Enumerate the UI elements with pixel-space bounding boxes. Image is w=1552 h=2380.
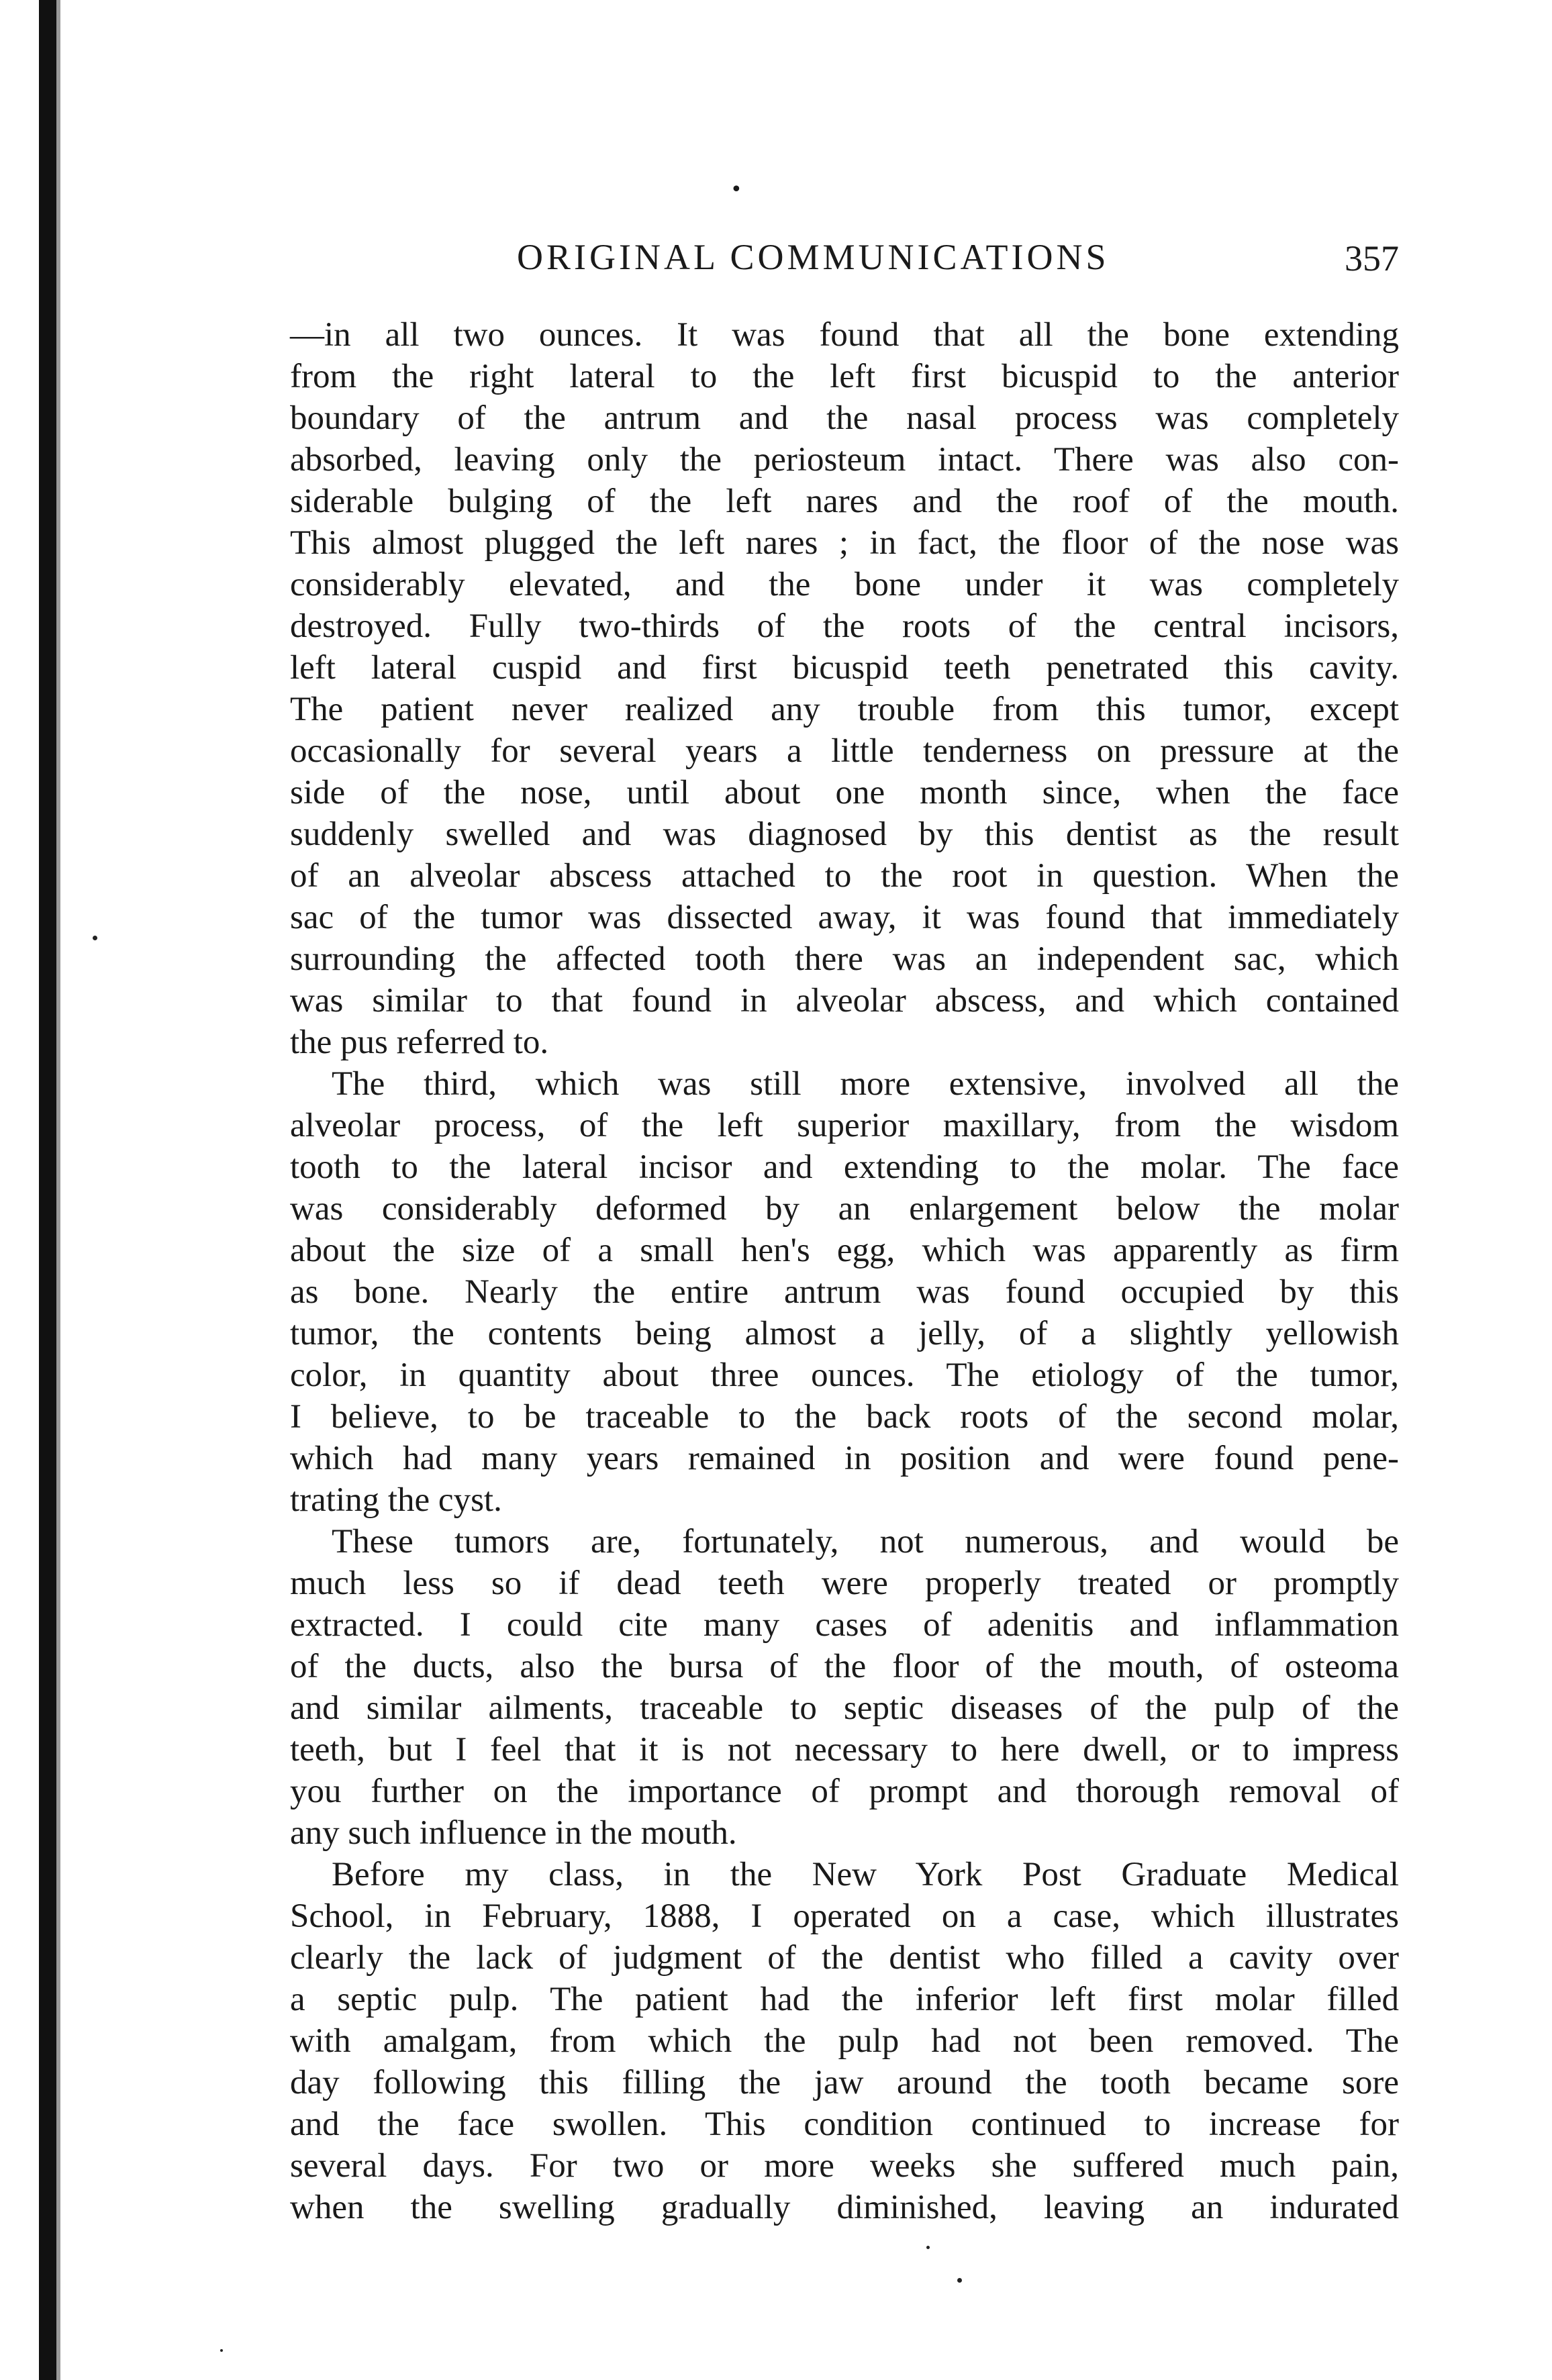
text-line: side of the nose, until about one month since, when the face: [290, 774, 1399, 811]
text-line: teeth, but I feel that it is not necessary to here dwell, or to impress: [290, 1731, 1399, 1769]
text-line: These tumors are, fortunately, not numerous, and would be: [332, 1523, 1399, 1560]
text-line: you further on the importance of prompt and thorough removal of: [290, 1773, 1399, 1810]
text-line: boundary of the antrum and the nasal process was completely: [290, 399, 1399, 437]
text-line: occasionally for several years a little tenderness on pressure at the: [290, 732, 1399, 770]
text-line: tooth to the lateral incisor and extending to the molar. The face: [290, 1148, 1399, 1186]
text-line: —in all two ounces. It was found that all the bone extending: [290, 316, 1399, 354]
text-line: much less so if dead teeth were properly treated or promptly: [290, 1565, 1399, 1602]
text-line: color, in quantity about three ounces. The etiology of the tumor,: [290, 1356, 1399, 1394]
text-line: as bone. Nearly the entire antrum was found occupied by this: [290, 1273, 1399, 1311]
text-line: destroyed. Fully two-thirds of the roots of the central incisors,: [290, 607, 1399, 645]
page-number: 357: [1345, 238, 1399, 279]
text-line: School, in February, 1888, I operated on a case, which illustrates: [290, 1897, 1399, 1935]
text-line: was similar to that found in alveolar abscess, and which contained: [290, 982, 1399, 1020]
text-line: trating the cyst.: [290, 1481, 502, 1519]
text-line: The third, which was still more extensive, involved all the: [332, 1065, 1399, 1103]
text-line: siderable bulging of the left nares and the roof of the mouth.: [290, 483, 1399, 520]
text-line: and the face swollen. This condition continued to increase for: [290, 2105, 1399, 2143]
text-line: extracted. I could cite many cases of adenitis and inflammation: [290, 1606, 1399, 1644]
text-line: a septic pulp. The patient had the inferior left first molar filled: [290, 1981, 1399, 2018]
text-line: surrounding the affected tooth there was an independent sac, which: [290, 940, 1399, 978]
text-line: when the swelling gradually diminished, leaving an indurated: [290, 2189, 1399, 2226]
text-line: which had many years remained in position and were found pene-: [290, 1440, 1399, 1477]
scan-speck: [220, 2349, 223, 2352]
text-line: suddenly swelled and was diagnosed by this dentist as the result: [290, 815, 1399, 853]
scan-speck: [93, 936, 97, 940]
scan-edge-shadow: [56, 0, 60, 2380]
scan-edge-bar: [39, 0, 56, 2380]
text-line: tumor, the contents being almost a jelly, of a slightly yellowish: [290, 1315, 1399, 1352]
text-line: Before my class, in the New York Post Graduate Medical: [332, 1856, 1399, 1893]
text-line: any such influence in the mouth.: [290, 1814, 737, 1852]
text-line: and similar ailments, traceable to septic diseases of the pulp of the: [290, 1689, 1399, 1727]
text-line: absorbed, leaving only the periosteum intact. There was also con-: [290, 441, 1399, 479]
text-line: with amalgam, from which the pulp had not been removed. The: [290, 2022, 1399, 2060]
text-line: from the right lateral to the left first bicuspid to the anterior: [290, 358, 1399, 395]
text-line: clearly the lack of judgment of the dentist who filled a cavity over: [290, 1939, 1399, 1977]
text-line: alveolar process, of the left superior maxillary, from the wisdom: [290, 1107, 1399, 1144]
text-line: sac of the tumor was dissected away, it was found that immediately: [290, 899, 1399, 936]
text-line: I believe, to be traceable to the back roots of the second molar,: [290, 1398, 1399, 1436]
body-text: [290, 314, 1399, 2228]
text-line: left lateral cuspid and first bicuspid teeth penetrated this cavity.: [290, 649, 1399, 687]
text-line: of the ducts, also the bursa of the floor of the mouth, of osteoma: [290, 1648, 1399, 1685]
text-line: day following this filling the jaw around the tooth became sore: [290, 2064, 1399, 2101]
text-line: of an alveolar abscess attached to the root in question. When the: [290, 857, 1399, 895]
text-line: This almost plugged the left nares ; in fact, the floor of the nose was: [290, 524, 1399, 562]
text-line: The patient never realized any trouble from this tumor, except: [290, 691, 1399, 728]
text-line: considerably elevated, and the bone under it was completely: [290, 566, 1399, 603]
scan-speck: [957, 2278, 962, 2283]
text-line: several days. For two or more weeks she suffered much pain,: [290, 2147, 1399, 2185]
running-head: ORIGINAL COMMUNICATIONS: [517, 237, 1110, 277]
text-line: was considerably deformed by an enlargement below the molar: [290, 1190, 1399, 1228]
header-mark: •: [730, 178, 742, 201]
text-line: about the size of a small hen's egg, which was apparently as firm: [290, 1232, 1399, 1269]
text-line: the pus referred to.: [290, 1024, 549, 1061]
scan-speck: [926, 2246, 930, 2249]
